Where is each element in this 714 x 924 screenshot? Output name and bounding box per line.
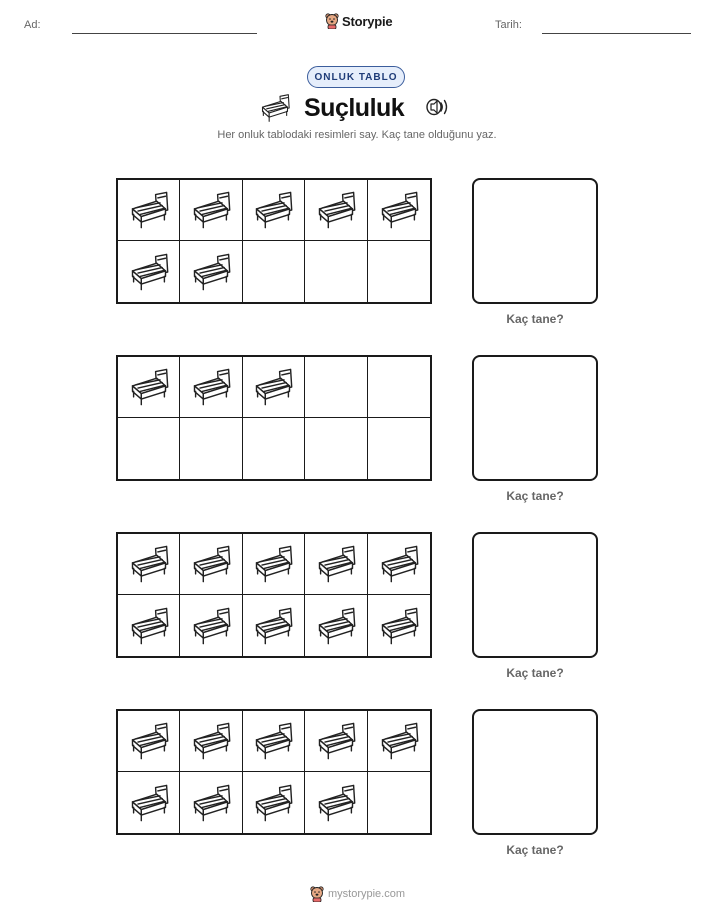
name-line [72, 33, 257, 34]
instructions-text: Her onluk tablodaki resimleri say. Kaç tane olduğunu yaz. [217, 129, 497, 141]
ten-frame-cell [118, 180, 180, 241]
ten-frame-4 [116, 709, 432, 835]
bed-icon [251, 606, 295, 646]
answer-label-1: Kaç tane? [506, 312, 564, 326]
bed-icon [127, 367, 171, 407]
bed-icon [127, 783, 171, 823]
answer-box-3[interactable] [472, 532, 598, 658]
bed-icon [251, 367, 295, 407]
bed-icon [377, 544, 421, 584]
bed-icon [377, 190, 421, 230]
bed-icon [251, 783, 295, 823]
ten-frame-cell [243, 241, 305, 302]
ten-frame-cell [305, 595, 367, 656]
bed-icon [377, 721, 421, 761]
ten-frame-cell [305, 357, 367, 418]
answer-label-3: Kaç tane? [506, 666, 564, 680]
bed-icon [127, 606, 171, 646]
ten-frame-cell [305, 180, 367, 241]
storypie-logo [325, 13, 392, 29]
bed-icon [127, 252, 171, 292]
ten-frame-cell [368, 711, 430, 772]
bed-icon [189, 367, 233, 407]
bed-icon [314, 721, 358, 761]
answer-box-1[interactable] [472, 178, 598, 304]
bed-icon [189, 252, 233, 292]
bed-icon [251, 721, 295, 761]
ten-frame-cell [118, 357, 180, 418]
ten-frame-cell [118, 241, 180, 302]
bed-icon [377, 606, 421, 646]
answer-box-2[interactable] [472, 355, 598, 481]
ten-frame-cell [180, 534, 242, 595]
ten-frame-cell [368, 357, 430, 418]
ten-frame-cell [243, 595, 305, 656]
ten-frame-cell [305, 241, 367, 302]
ten-frame-cell [243, 534, 305, 595]
name-label: Ad: [24, 19, 41, 31]
footer-url: mystorypie.com [328, 888, 406, 900]
ten-frame-cell [180, 357, 242, 418]
ten-frame-cell [368, 241, 430, 302]
ten-frame-cell [180, 180, 242, 241]
logo-text: Storypie [342, 13, 393, 29]
ten-frame-cell [305, 418, 367, 479]
bed-icon [127, 721, 171, 761]
ten-frame-cell [305, 534, 367, 595]
bed-icon [314, 606, 358, 646]
ten-frame-cell [368, 772, 430, 833]
ten-frame-cell [368, 595, 430, 656]
bed-icon [127, 544, 171, 584]
bed-icon [127, 190, 171, 230]
ten-frame-cell [180, 595, 242, 656]
ten-frame-cell [180, 772, 242, 833]
ten-frame-cell [243, 772, 305, 833]
ten-frame-1 [116, 178, 432, 304]
bed-icon [189, 190, 233, 230]
ten-frame-cell [118, 711, 180, 772]
ten-frame-cell [368, 418, 430, 479]
ten-frame-cell [180, 241, 242, 302]
answer-label-2: Kaç tane? [506, 489, 564, 503]
ten-frame-cell [243, 418, 305, 479]
ten-frame-cell [118, 534, 180, 595]
answer-label-4: Kaç tane? [506, 843, 564, 857]
speaker-icon[interactable] [426, 97, 450, 117]
bed-icon [314, 783, 358, 823]
bed-icon [189, 544, 233, 584]
bed-icon [251, 544, 295, 584]
ten-frame-cell [243, 180, 305, 241]
date-label: Tarih: [495, 19, 522, 31]
ten-frame-3 [116, 532, 432, 658]
ten-frame-cell [305, 711, 367, 772]
ten-frame-cell [118, 418, 180, 479]
bed-icon [258, 93, 292, 123]
answer-box-4[interactable] [472, 709, 598, 835]
bed-icon [314, 544, 358, 584]
bed-icon [189, 721, 233, 761]
footer [310, 886, 405, 902]
bear-mascot-icon [325, 13, 339, 29]
page-title: Suçluluk [304, 94, 405, 122]
ten-frame-cell [305, 772, 367, 833]
bed-icon [189, 606, 233, 646]
bed-icon [189, 783, 233, 823]
title-row [0, 92, 714, 124]
ten-frame-cell [243, 711, 305, 772]
bed-icon [314, 190, 358, 230]
ten-frame-cell [368, 180, 430, 241]
ten-frame-cell [118, 595, 180, 656]
ten-frame-cell [180, 418, 242, 479]
bed-icon [251, 190, 295, 230]
bear-mascot-icon [310, 886, 324, 902]
ten-frame-cell [180, 711, 242, 772]
ten-frame-cell [243, 357, 305, 418]
worksheet-type-badge: ONLUK TABLO [307, 66, 405, 88]
ten-frame-2 [116, 355, 432, 481]
ten-frame-cell [368, 534, 430, 595]
ten-frame-cell [118, 772, 180, 833]
date-line [542, 33, 691, 34]
